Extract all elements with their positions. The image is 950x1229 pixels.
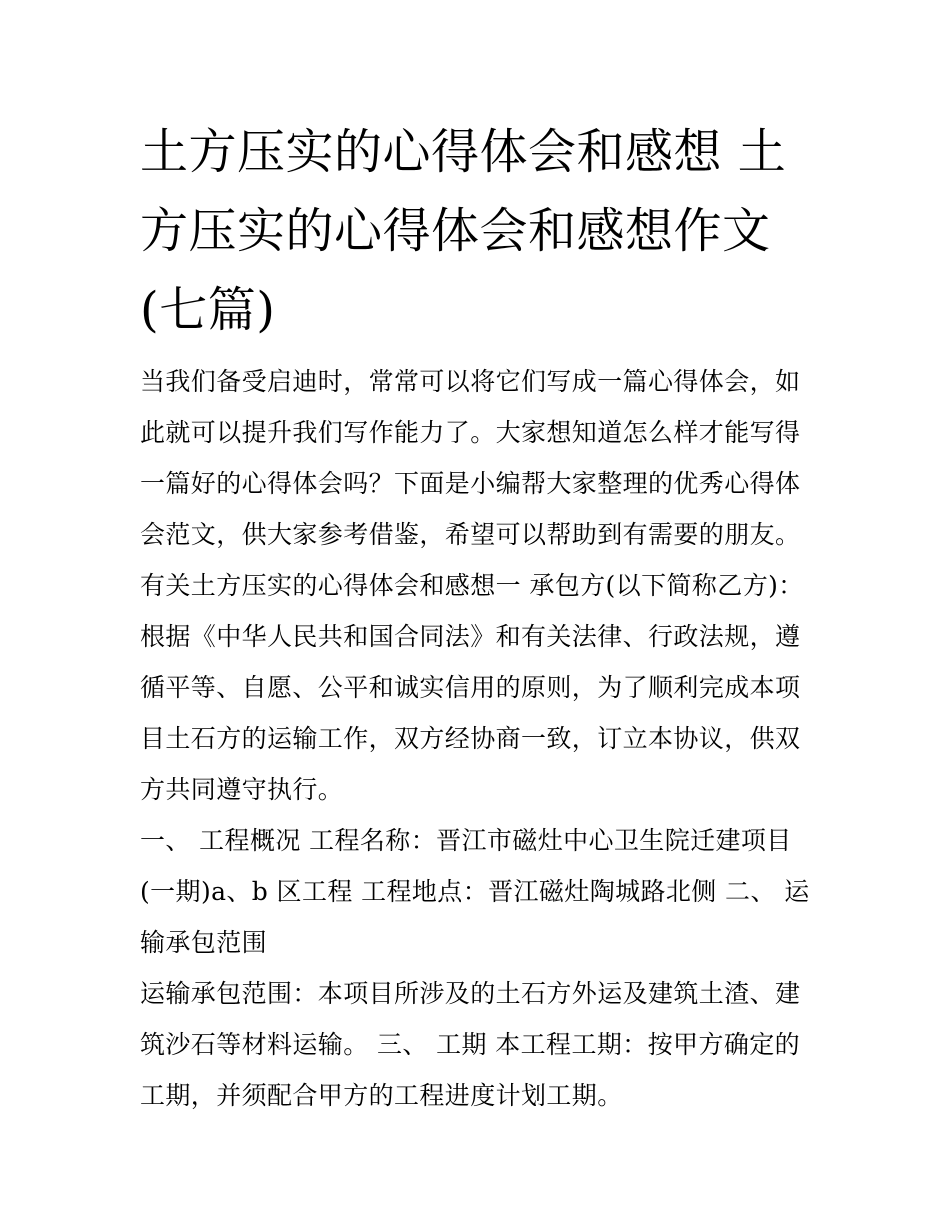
scope-and-schedule-paragraph: 运输承包范围：本项目所涉及的土石方外运及建筑土渣、建筑沙石等材料运输。 三、 工期 本工程工期：按甲方确定的工期，并须配合甲方的工程进度计划工期。 — [140, 979, 801, 1110]
project-overview-paragraph: 一、 工程概况 工程名称：晋江市磁灶中心卫生院迁建项目(一期)a、b 区工程 工程地点：晋江磁灶陶城路北侧 二、 运输承包范围 — [140, 826, 810, 957]
contract-basis-paragraph: 根据《中华人民共和国合同法》和有关法律、行政法规，遵循平等、自愿、公平和诚实信用的原则，为了顺利完成本项目土石方的运输工作，双方经协商一致，订立本协议，供双方共同遵守执行。 — [140, 622, 801, 804]
document-body — [140, 356, 818, 1121]
document-page — [140, 113, 818, 1121]
section-heading-paragraph: 有关土方压实的心得体会和感想一 承包方(以下简称乙方)： — [140, 571, 804, 600]
document-title: 土方压实的心得体会和感想 土方压实的心得体会和感想作文(七篇) — [140, 124, 787, 338]
intro-paragraph: 当我们备受启迪时，常常可以将它们写成一篇心得体会，如此就可以提升我们写作能力了。大家想知道怎么样才能写得一篇好的心得体会吗？下面是小编帮大家整理的优秀心得体会范文，供大家参考借鉴，希望可以帮助到有需要的朋友。 — [140, 367, 801, 549]
